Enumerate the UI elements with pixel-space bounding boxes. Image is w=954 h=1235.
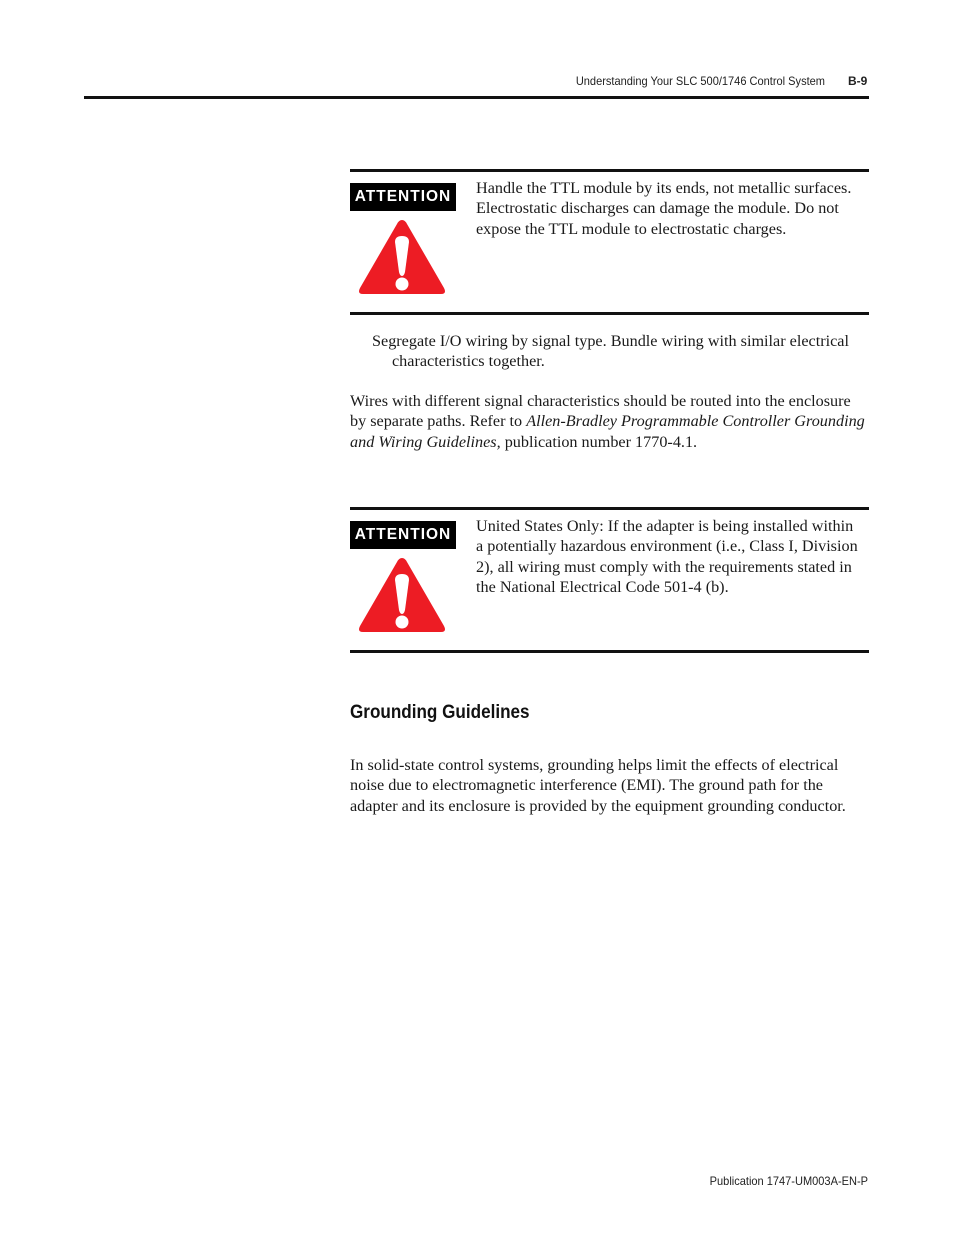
page-number: B-9 bbox=[848, 74, 868, 88]
grounding-line: adapter and its enclosure is provided by the equipment grounding conductor. bbox=[350, 796, 846, 815]
wiring-line-1: Wires with different signal characteristics should be routed into the enclosure bbox=[350, 392, 851, 410]
grounding-paragraph bbox=[350, 755, 880, 816]
attention-2-line: a potentially hazardous environment (i.e., Class I, Division bbox=[476, 537, 858, 556]
reference-title-cont: and Wiring Guidelines, bbox=[350, 432, 501, 451]
running-title: Understanding Your SLC 500/1746 Control System bbox=[575, 74, 825, 88]
bullet-line-2: characteristics together. bbox=[392, 352, 545, 371]
grounding-line: In solid-state control systems, grounding helps limit the effects of electrical bbox=[350, 756, 839, 774]
attention-2-line: 2), all wiring must comply with the requirements stated in bbox=[476, 557, 852, 576]
warning-triangle-icon bbox=[357, 554, 447, 636]
attention-1-badge: ATTENTION bbox=[350, 183, 456, 211]
grounding-line: noise due to electromagnetic interference (EMI). The ground path for the bbox=[350, 776, 823, 795]
bullet-paragraph bbox=[372, 331, 872, 372]
attention-1-top-rule bbox=[350, 169, 869, 172]
reference-title: Allen-Bradley Programmable Controller Grounding bbox=[526, 412, 865, 431]
section-heading: Grounding Guidelines bbox=[350, 702, 530, 723]
attention-2-line: the National Electrical Code 501-4 (b). bbox=[476, 578, 729, 597]
attention-2-text bbox=[476, 516, 876, 598]
wiring-line-3 bbox=[350, 432, 880, 452]
publication-ref: publication number 1770-4.1. bbox=[500, 432, 698, 451]
attention-1-bottom-rule bbox=[350, 312, 869, 315]
attention-2-badge: ATTENTION bbox=[350, 521, 456, 549]
attention-1-line: Handle the TTL module by its ends, not metallic surfaces. bbox=[476, 179, 852, 197]
attention-1-line: Electrostatic discharges can damage the module. Do not bbox=[476, 199, 839, 218]
header-rule bbox=[84, 96, 869, 99]
wiring-text: by separate paths. Refer to bbox=[350, 412, 527, 431]
attention-1-line: expose the TTL module to electrostatic charges. bbox=[476, 219, 787, 238]
bullet-line-1: Segregate I/O wiring by signal type. Bundle wiring with similar electrical bbox=[372, 332, 849, 350]
attention-2-bottom-rule bbox=[350, 650, 869, 653]
attention-1-text bbox=[476, 178, 876, 239]
attention-2-line: United States Only: If the adapter is being installed within bbox=[476, 517, 854, 535]
wiring-line-2 bbox=[350, 411, 880, 431]
warning-triangle-icon bbox=[357, 216, 447, 298]
wiring-paragraph bbox=[350, 391, 880, 452]
attention-2-top-rule bbox=[350, 507, 869, 510]
publication-number: Publication 1747-UM003A-EN-P bbox=[709, 1174, 868, 1188]
